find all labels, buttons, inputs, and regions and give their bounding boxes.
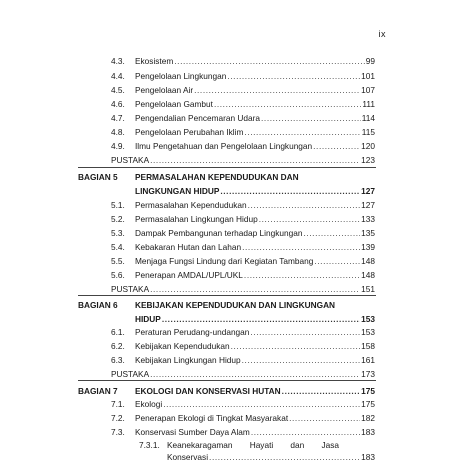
toc-page: 175 — [361, 399, 375, 409]
toc-title: HIDUP — [135, 314, 161, 324]
toc-title: LINGKUNGAN HIDUP — [135, 186, 220, 196]
toc-num: 5.1. — [111, 200, 125, 210]
toc-title: EKOLOGI DAN KONSERVASI HUTAN — [135, 386, 281, 396]
leader-dots — [150, 155, 360, 166]
toc-title: Permasalahan Lingkungan Hidup — [135, 214, 258, 224]
bagian-title-line1: KEBIJAKAN KEPENDUDUKAN DAN LINGKUNGAN — [135, 300, 336, 310]
toc-page: 148 — [361, 256, 375, 266]
toc-page: 158 — [361, 341, 375, 351]
leader-dots — [250, 327, 360, 338]
toc-num: 4.6. — [111, 99, 125, 109]
section-divider — [78, 380, 376, 381]
toc-page: 139 — [361, 242, 375, 252]
toc-page: 173 — [361, 369, 375, 379]
leader-dots — [231, 341, 361, 352]
toc-page: 101 — [361, 71, 375, 81]
toc-page: 183 — [361, 427, 375, 437]
leader-dots — [313, 141, 360, 152]
bagian-title — [135, 386, 375, 397]
toc-entry — [135, 327, 375, 338]
toc-num: 5.2. — [111, 214, 125, 224]
leader-dots — [163, 399, 360, 410]
toc-entry-pustaka — [111, 284, 375, 295]
toc-page: 135 — [361, 228, 375, 238]
page-number: ix — [378, 29, 386, 39]
toc-title: PUSTAKA — [111, 284, 150, 294]
toc-entry — [135, 256, 375, 267]
toc-title: Peraturan Perudang-undangan — [135, 327, 250, 337]
leader-dots — [248, 200, 361, 211]
toc-title: Ilmu Pengetahuan dan Pengelolaan Lingkungan — [135, 141, 313, 151]
leader-dots — [194, 85, 360, 96]
toc-page: 175 — [361, 386, 375, 396]
leader-dots — [227, 71, 360, 82]
toc-title: Konservasi Sumber Daya Alam — [135, 427, 250, 437]
toc-page: 127 — [361, 186, 375, 196]
leader-dots — [214, 99, 361, 110]
toc-entry — [135, 355, 375, 366]
toc-entry — [135, 228, 375, 239]
toc-page: 133 — [361, 214, 375, 224]
toc-num: 7.3. — [111, 427, 125, 437]
toc-page: 123 — [361, 155, 375, 165]
toc-title: Konservasi — [167, 452, 209, 462]
toc-entry — [135, 127, 375, 138]
toc-num: 4.7. — [111, 113, 125, 123]
toc-page: 161 — [361, 355, 375, 365]
toc-entry — [135, 413, 375, 424]
toc-num: 5.3. — [111, 228, 125, 238]
toc-num: 4.9. — [111, 141, 125, 151]
toc-entry — [135, 99, 375, 110]
toc-title: Pengelolaan Air — [135, 85, 194, 95]
leader-dots — [259, 214, 360, 225]
toc-title: Pengendalian Pencemaran Udara — [135, 113, 261, 123]
toc-title: Dampak Pembangunan terhadap Lingkungan — [135, 228, 303, 238]
bagian-title-line2 — [135, 186, 375, 197]
toc-title: Pengelolaan Gambut — [135, 99, 213, 109]
toc-page: 111 — [362, 99, 375, 109]
leader-dots — [314, 256, 360, 267]
toc-entry — [135, 341, 375, 352]
toc-title: Kebijakan Lingkungan Hidup — [135, 355, 241, 365]
leader-dots — [244, 270, 360, 281]
leader-dots — [242, 355, 361, 366]
toc-num: 4.3. — [111, 56, 125, 66]
toc-word: Jasa — [321, 440, 339, 450]
toc-num: 4.5. — [111, 85, 125, 95]
leader-dots — [209, 452, 360, 463]
bagian-title-line2 — [135, 314, 375, 325]
bagian-title-line1: PERMASALAHAN KEPENDUDUKAN DAN — [135, 172, 299, 182]
leader-dots — [242, 242, 360, 253]
toc-num: 7.2. — [111, 413, 125, 423]
toc-title: Menjaga Fungsi Lindung dari Kegiatan Tambang — [135, 256, 314, 266]
leader-dots — [220, 186, 360, 197]
toc-num: 7.1. — [111, 399, 125, 409]
toc-entry — [135, 270, 375, 281]
toc-title: PUSTAKA — [111, 155, 150, 165]
toc-page: 99 — [365, 56, 375, 66]
toc-entry — [135, 113, 375, 124]
section-divider — [78, 295, 376, 296]
leader-dots — [162, 314, 360, 325]
toc-title: Permasalahan Kependudukan — [135, 200, 247, 210]
leader-dots — [261, 113, 361, 124]
toc-num: 6.2. — [111, 341, 125, 351]
toc-word: Hayati — [249, 440, 274, 450]
toc-page: 115 — [361, 127, 375, 137]
leader-dots — [289, 413, 360, 424]
toc-entry — [135, 214, 375, 225]
toc-title: Ekosistem — [135, 56, 174, 66]
toc-entry — [135, 85, 375, 96]
toc-num: 5.4. — [111, 242, 125, 252]
toc-num: 5.6. — [111, 270, 125, 280]
toc-num: 5.5. — [111, 256, 125, 266]
toc-page: 114 — [361, 113, 375, 123]
section-divider — [78, 167, 376, 168]
toc-entry — [135, 56, 375, 67]
toc-page: 120 — [361, 141, 375, 151]
toc-entry — [135, 427, 375, 438]
bagian-label: BAGIAN 5 — [78, 172, 118, 182]
toc-page: 107 — [361, 85, 375, 95]
toc-entry-pustaka — [111, 155, 375, 166]
toc-word: Keanekaragaman — [167, 440, 233, 450]
toc-entry — [135, 71, 375, 82]
leader-dots — [303, 228, 360, 239]
toc-title: Pengelolaan Perubahan Iklim — [135, 127, 244, 137]
toc-page: 182 — [361, 413, 375, 423]
toc-title: Kebakaran Hutan dan Lahan — [135, 242, 242, 252]
toc-entry-pustaka — [111, 369, 375, 380]
toc-num: 6.3. — [111, 355, 125, 365]
toc-title: Penerapan Ekologi di Tingkat Masyarakat — [135, 413, 289, 423]
leader-dots — [150, 369, 360, 380]
toc-entry — [135, 200, 375, 211]
leader-dots — [174, 56, 364, 67]
toc-title: Penerapan AMDAL/UPL/UKL — [135, 270, 243, 280]
toc-entry — [135, 242, 375, 253]
toc-entry — [135, 141, 375, 152]
toc-page: 183 — [361, 452, 375, 462]
toc-page: 127 — [361, 200, 375, 210]
leader-dots — [282, 386, 360, 397]
toc-word: dan — [290, 440, 305, 450]
toc-page: 151 — [361, 284, 375, 294]
toc-sub-title-line2 — [167, 452, 375, 463]
leader-dots — [244, 127, 360, 138]
toc-page: 153 — [361, 327, 375, 337]
leader-dots — [150, 284, 360, 295]
toc-num: 6.1. — [111, 327, 125, 337]
toc-num: 4.4. — [111, 71, 125, 81]
toc-page: 153 — [361, 314, 375, 324]
toc-sub-title-line1 — [167, 440, 339, 451]
toc-num: 4.8. — [111, 127, 125, 137]
toc-title: Ekologi — [135, 399, 163, 409]
toc-title: Kebijakan Kependudukan — [135, 341, 230, 351]
bagian-label: BAGIAN 6 — [78, 300, 118, 310]
toc-page: 148 — [361, 270, 375, 280]
toc-entry — [135, 399, 375, 410]
leader-dots — [251, 427, 360, 438]
bagian-label: BAGIAN 7 — [78, 386, 118, 396]
toc-title: Pengelolaan Lingkungan — [135, 71, 227, 81]
toc-title: PUSTAKA — [111, 369, 150, 379]
toc-subnum: 7.3.1. — [139, 440, 160, 450]
